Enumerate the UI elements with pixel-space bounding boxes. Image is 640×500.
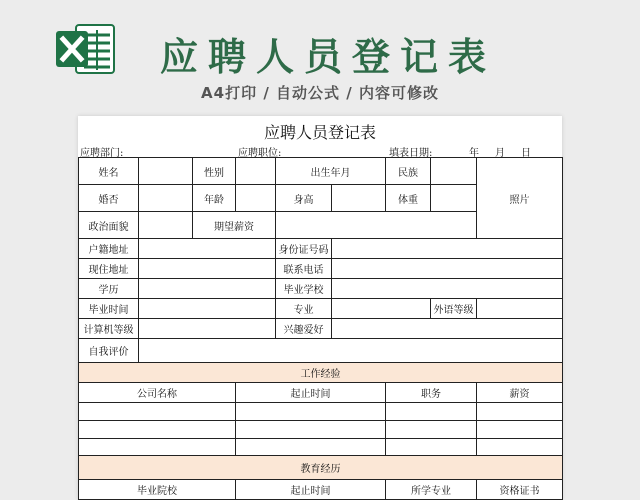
table-row [79,319,563,339]
work-cell[interactable] [386,439,477,456]
work-section-heading: 工作经验 [79,363,563,383]
grad-time-value[interactable] [139,299,276,319]
edu-col-major: 所学专业 [386,480,477,500]
position-label: 应聘职位: [238,148,282,159]
work-cell[interactable] [79,439,236,456]
foreign-lang-value[interactable] [477,299,563,319]
banner-title: 应聘人员登记表 [160,35,497,79]
edu-col-period: 起止时间 [236,480,386,500]
hobbies-value[interactable] [332,319,563,339]
self-eval-value[interactable] [139,339,563,363]
work-col-company: 公司名称 [79,383,236,403]
table-row [79,259,563,279]
grad-time-label: 毕业时间 [79,299,139,319]
registration-table [78,157,563,500]
address-label: 现住地址 [79,259,139,279]
work-cell[interactable] [477,421,563,439]
major-value[interactable] [332,299,431,319]
work-col-period: 起止时间 [236,383,386,403]
salary-value[interactable] [276,212,477,239]
weight-value[interactable] [431,185,477,212]
computer-label: 计算机等级 [79,319,139,339]
work-cell[interactable] [79,403,236,421]
hukou-value[interactable] [139,239,276,259]
table-row [79,383,563,403]
table-row [79,439,563,456]
excel-icon [54,22,116,76]
photo-cell[interactable]: 照片 [477,158,563,239]
banner [0,0,640,112]
dept-label: 应聘部门: [80,148,124,159]
phone-value[interactable] [332,259,563,279]
work-cell[interactable] [386,421,477,439]
self-eval-label: 自我评价 [79,339,139,363]
edu-col-certificate: 资格证书 [477,480,563,500]
table-row [79,279,563,299]
table-row [79,363,563,383]
table-row [79,299,563,319]
school-value[interactable] [332,279,563,299]
table-row [79,158,563,185]
gender-value[interactable] [236,158,276,185]
political-value[interactable] [139,212,193,239]
table-row [79,421,563,439]
table-row [79,239,563,259]
work-cell[interactable] [386,403,477,421]
edu-col-school: 毕业院校 [79,480,236,500]
work-cell[interactable] [236,403,386,421]
political-label: 政治面貌 [79,212,139,239]
work-cell[interactable] [79,421,236,439]
form-sheet [78,116,562,500]
age-label: 年龄 [193,185,236,212]
year-label: 年 [469,148,479,159]
marital-value[interactable] [139,185,193,212]
work-col-salary: 薪资 [477,383,563,403]
table-row [79,456,563,480]
work-cell[interactable] [477,439,563,456]
work-cell[interactable] [236,421,386,439]
weight-label: 体重 [386,185,431,212]
age-value[interactable] [236,185,276,212]
education-value[interactable] [139,279,276,299]
education-label: 学历 [79,279,139,299]
sheet-title: 应聘人员登记表 [263,123,376,142]
table-row [79,403,563,421]
work-cell[interactable] [236,439,386,456]
month-label: 月 [495,148,505,159]
foreign-lang-label: 外语等级 [431,299,477,319]
id-label: 身份证号码 [276,239,332,259]
birth-label: 出生年月 [276,158,386,185]
work-col-title: 职务 [386,383,477,403]
height-label: 身高 [276,185,332,212]
gender-label: 性别 [193,158,236,185]
hobbies-label: 兴趣爱好 [276,319,332,339]
address-value[interactable] [139,259,276,279]
school-label: 毕业学校 [276,279,332,299]
height-value[interactable] [332,185,386,212]
date-label: 填表日期: [389,148,433,159]
phone-label: 联系电话 [276,259,332,279]
banner-subtitle: A4打印 / 自动公式 / 内容可修改 [201,84,439,102]
ethnicity-label: 民族 [386,158,431,185]
marital-label: 婚否 [79,185,139,212]
salary-label: 期望薪资 [193,212,276,239]
computer-value[interactable] [139,319,276,339]
work-cell[interactable] [477,403,563,421]
hukou-label: 户籍地址 [79,239,139,259]
day-label: 日 [521,148,531,159]
table-row [79,480,563,500]
ethnicity-value[interactable] [431,158,477,185]
table-row [79,339,563,363]
name-label: 姓名 [79,158,139,185]
id-value[interactable] [332,239,563,259]
edu-section-heading: 教育经历 [79,456,563,480]
name-value[interactable] [139,158,193,185]
major-label: 专业 [276,299,332,319]
